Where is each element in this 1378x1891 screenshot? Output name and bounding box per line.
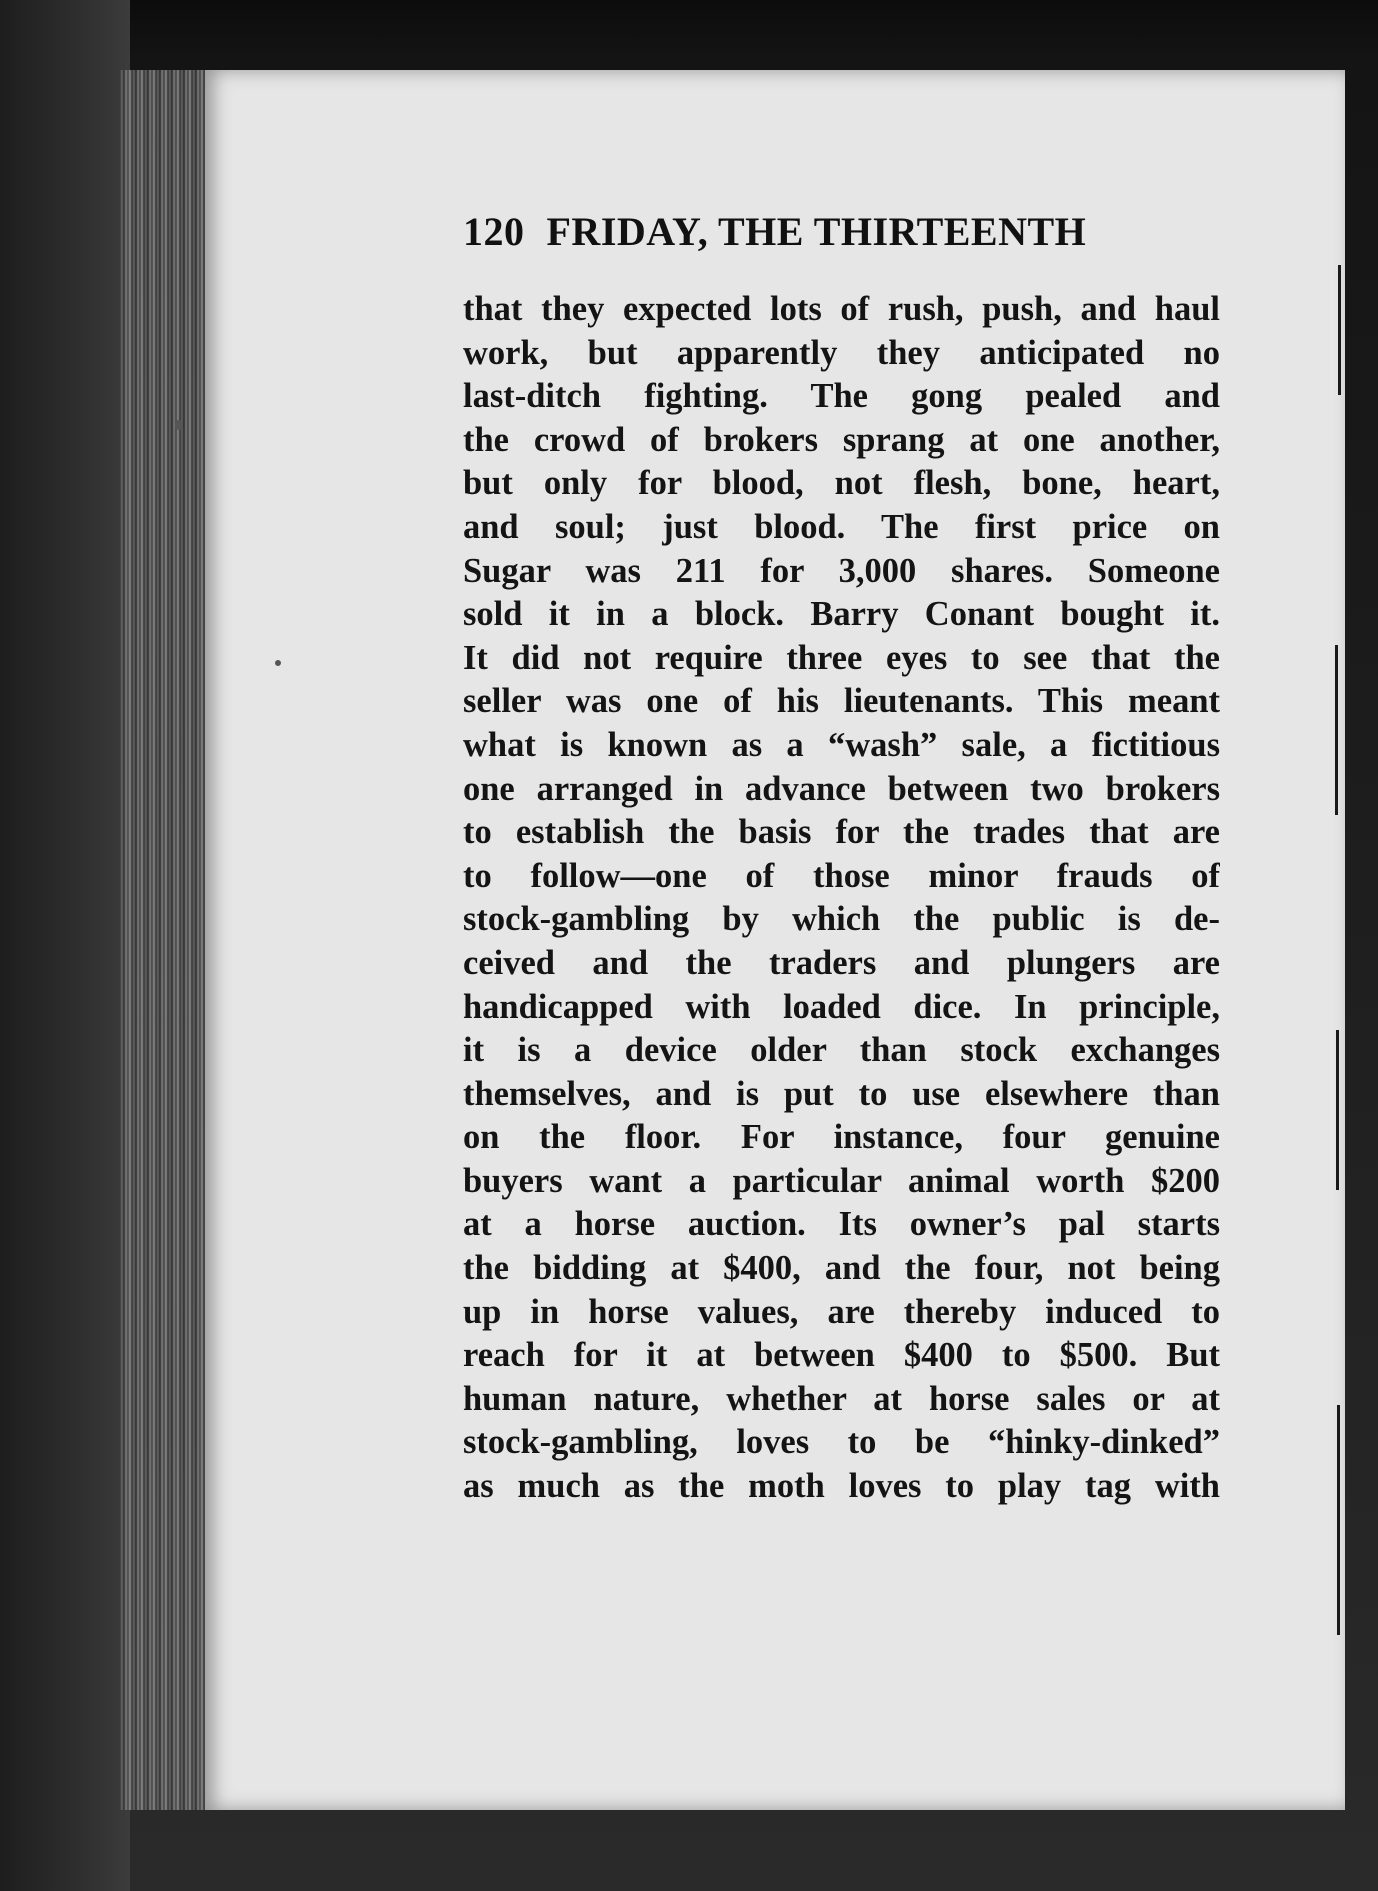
text-line: and soul; just blood. The first price on: [463, 507, 1220, 546]
text-line: stock-gambling, loves to be “hinky-dinked”: [463, 1423, 1220, 1462]
text-line: but only for blood, not flesh, bone, heart,: [463, 464, 1220, 503]
text-line: what is known as a “wash” sale, a fictitious: [463, 725, 1220, 764]
speck: [175, 420, 183, 430]
text-line: up in horse values, are thereby induced to: [463, 1292, 1220, 1331]
text-line: to establish the basis for the trades that are: [463, 813, 1220, 852]
text-line: handicapped with loaded dice. In principle,: [463, 987, 1220, 1026]
text-line: human nature, whether at horse sales or at: [463, 1379, 1220, 1418]
text-line: buyers want a particular animal worth $200: [463, 1161, 1220, 1200]
page-edge-stack: [120, 70, 210, 1810]
text-line: last-ditch fighting. The gong pealed and: [463, 377, 1220, 416]
text-line: sold it in a block. Barry Conant bought it.: [463, 595, 1220, 634]
text-line: stock-gambling by which the public is de-: [463, 900, 1220, 939]
body-text: [463, 288, 1220, 1509]
text-line: work, but apparently they anticipated no: [463, 333, 1220, 372]
text-line: to follow—one of those minor frauds of: [463, 856, 1220, 895]
text-line: at a horse auction. Its owner’s pal starts: [463, 1205, 1220, 1244]
text-line: the bidding at $400, and the four, not being: [463, 1249, 1220, 1288]
running-title: FRIDAY, THE THIRTEENTH: [546, 209, 1087, 254]
text-line: it is a device older than stock exchanges: [463, 1031, 1220, 1070]
page-number: 120: [463, 209, 525, 254]
edge-mark: [1335, 645, 1338, 815]
spine-shadow: [0, 0, 130, 1891]
text-line: that they expected lots of rush, push, and haul: [463, 290, 1220, 328]
text-line: as much as the moth loves to play tag with: [463, 1467, 1220, 1506]
text-line: on the floor. For instance, four genuine: [463, 1118, 1220, 1157]
edge-mark: [1337, 1405, 1340, 1635]
running-header: [463, 208, 1263, 255]
text-line: It did not require three eyes to see that the: [463, 638, 1220, 677]
text-line: themselves, and is put to use elsewhere than: [463, 1074, 1220, 1113]
text-line: Sugar was 211 for 3,000 shares. Someone: [463, 551, 1220, 590]
text-line: one arranged in advance between two brokers: [463, 769, 1220, 808]
speck: [275, 660, 281, 666]
text-line: reach for it at between $400 to $500. But: [463, 1336, 1220, 1375]
text-line: ceived and the traders and plungers are: [463, 943, 1220, 982]
edge-mark: [1338, 265, 1341, 395]
edge-mark: [1336, 1030, 1339, 1190]
text-line: seller was one of his lieutenants. This meant: [463, 682, 1220, 721]
text-line: the crowd of brokers sprang at one another,: [463, 420, 1220, 459]
